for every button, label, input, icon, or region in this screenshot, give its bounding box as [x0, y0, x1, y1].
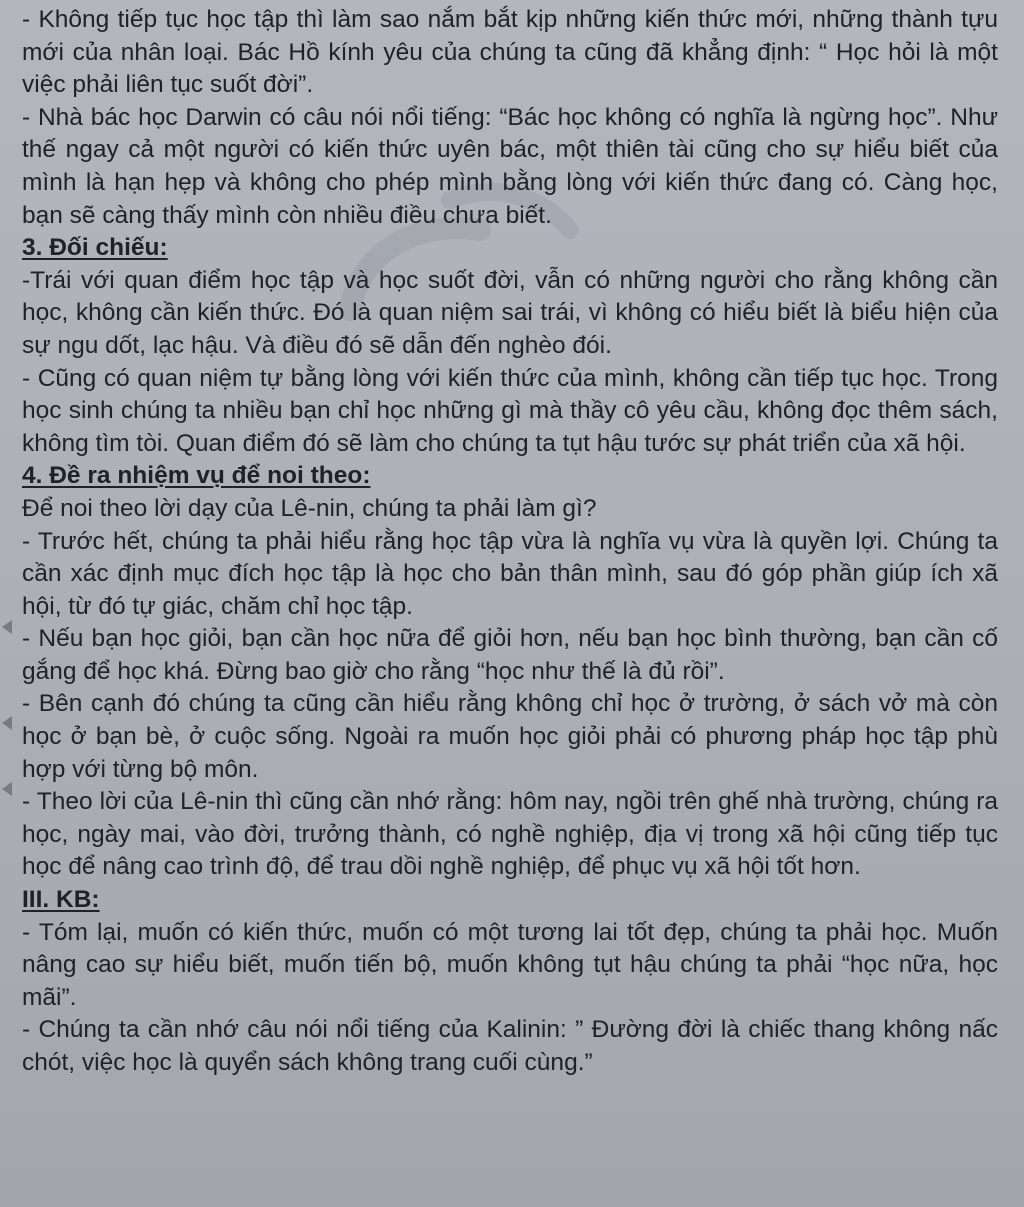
paragraph-learn-everywhere: - Bên cạnh đó chúng ta cũng cần hiểu rằng không chỉ học ở trường, ở sách vở mà còn học ở bạn bè, ở cuộc sống. Ngoài ra muốn học giỏi phải có phương pháp học tập phù hợp với từng bộ môn. [22, 690, 998, 783]
paragraph-lenin: - Theo lời của Lê-nin thì cũng cần nhớ rằng: hôm nay, ngồi trên ghế nhà trường, chúng ra học, ngày mai, vào đời, trưởng thành, có nghề nghiệp, địa vị trong xã hội cũng tiếp tục học để nâng cao trình độ, để trau dồi nghề nghiệp, để phục vụ xã hội tốt hơn. [22, 788, 998, 881]
heading-ket-bai: III. KB: [22, 886, 100, 914]
margin-arrow-icon [2, 620, 12, 634]
paragraph-darwin-quote: - Nhà bác học Darwin có câu nói nổi tiếng: “Bác học không có nghĩa là ngừng học”. Như thế ngay cả một người có kiến thức uyên bác, một thiên tài cũng cho sự hiểu biết của mình là hạn hẹp và không cho phép mình bằng lòng với kiến thức đang có. Càng học, bạn sẽ càng thấy mình còn nhiều điều chưa biết. [22, 103, 998, 229]
paragraph-summary: - Tóm lại, muốn có kiến thức, muốn có một tương lai tốt đẹp, chúng ta phải học. Muốn nâng cao sự hiểu biết, muốn tiến bộ, muốn không tụt hậu chúng ta phải “học nữa, học mãi”. [22, 918, 998, 1011]
paragraph-question: Để noi theo lời dạy của Lê-nin, chúng ta phải làm gì? [22, 494, 597, 522]
paragraph-duty-right: - Trước hết, chúng ta phải hiểu rằng học tập vừa là nghĩa vụ vừa là quyền lợi. Chúng ta cần xác định mục đích học tập là học cho bản thân mình, sau đó góp phần giúp ích xã hội, từ đó tự giác, chăm chỉ học tập. [22, 527, 998, 620]
paragraph-kalinin-quote: - Chúng ta cần nhớ câu nói nổi tiếng của Kalinin: ” Đường đời là chiếc thang không nấc chót, việc học là quyển sách không trang cuối cùng.” [22, 1016, 998, 1076]
document-body [22, 4, 998, 1080]
paragraph-study-harder: - Nếu bạn học giỏi, bạn cần học nữa để giỏi hơn, nếu bạn học bình thường, bạn cần cố gắng để học khá. Đừng bao giờ cho rằng “học như thế là đủ rồi”. [22, 625, 998, 685]
paragraph-complacency: - Cũng có quan niệm tự bằng lòng với kiến thức của mình, không cần tiếp tục học. Trong học sinh chúng ta nhiều bạn chỉ học những gì mà thầy cô yêu cầu, không đọc thêm sách, không tìm tòi. Quan điểm đó sẽ làm cho chúng ta tụt hậu tước sự phát triển của xã hội. [22, 364, 998, 457]
heading-doi-chieu: 3. Đối chiếu: [22, 234, 168, 262]
paragraph-continue-learning: - Không tiếp tục học tập thì làm sao nắm bắt kịp những kiến thức mới, những thành tựu mới của nhân loại. Bác Hồ kính yêu của chúng ta cũng đã khẳng định: “ Học hỏi là một việc phải liên tục suốt đời”. [22, 6, 998, 99]
paragraph-opposing-view: -Trái với quan điểm học tập và học suốt đời, vẫn có những người cho rằng không cần học, không cần kiến thức. Đó là quan niệm sai trái, vì không có hiểu biết là biểu hiện của sự ngu dốt, lạc hậu. Và điều đó sẽ dẫn đến nghèo đói. [22, 266, 998, 359]
heading-nhiem-vu: 4. Đề ra nhiệm vụ để noi theo: [22, 462, 371, 490]
margin-arrow-icon [2, 716, 12, 730]
margin-arrow-icon [2, 782, 12, 796]
